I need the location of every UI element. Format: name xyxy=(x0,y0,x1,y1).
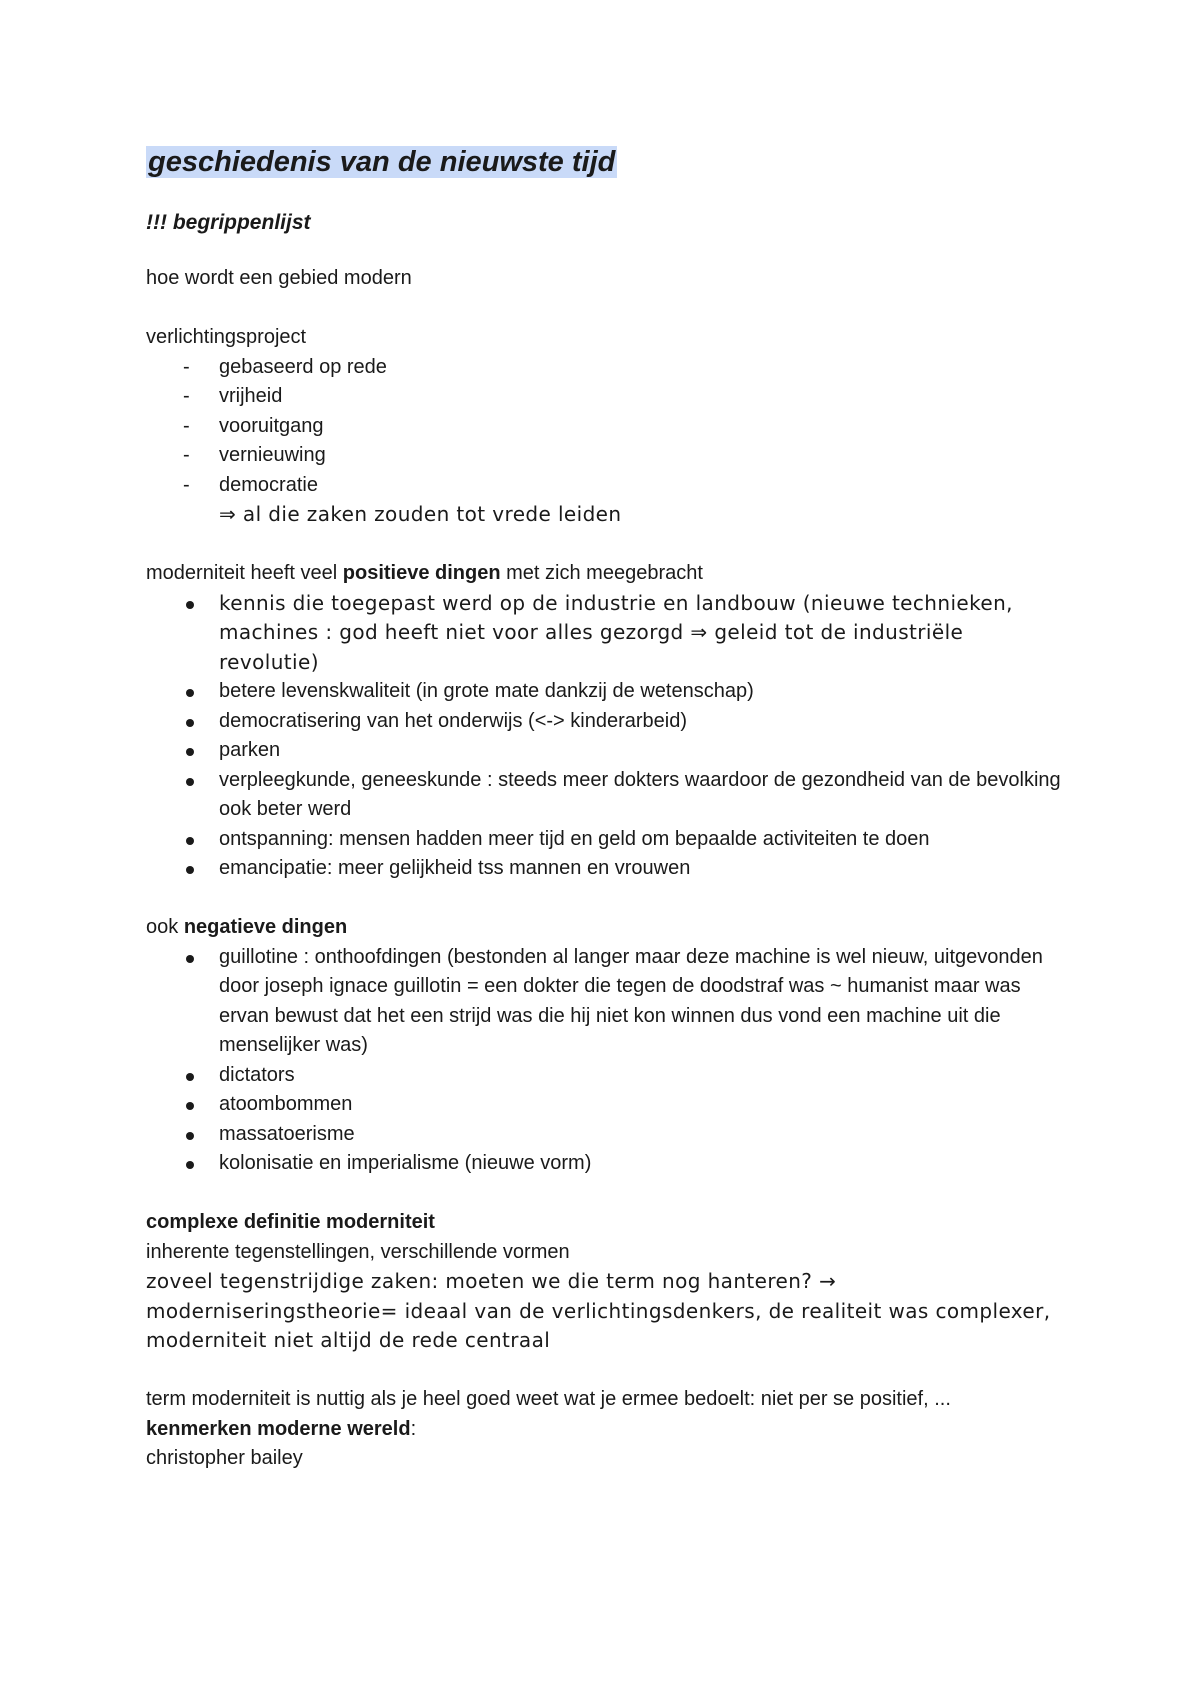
complex-heading: complexe definitie moderniteit xyxy=(146,1211,435,1233)
kenmerken-heading: kenmerken moderne wereld: xyxy=(146,1417,417,1440)
positive-lead: moderniteit heeft veel positieve dingen met zich meegebracht xyxy=(146,562,703,584)
document-subtitle: !!! begrippenlijst xyxy=(146,211,311,234)
list-item: - vernieuwing xyxy=(183,444,326,466)
complex-line-1: inherente tegenstellingen, verschillende vormen xyxy=(146,1240,570,1263)
list-item: atoombommen xyxy=(146,1090,1066,1120)
positive-list xyxy=(146,589,1066,884)
list-item: - gebaseerd op rede xyxy=(183,355,387,378)
verlichting-conclusion: ⇒ al die zaken zouden tot vrede leiden xyxy=(219,502,622,526)
list-item: guillotine : onthoofdingen (bestonden al langer maar deze machine is wel nieuw, uitgevonden door joseph ignace guillotin = een dokter die tegen de doodstraf was ~ humanist maar was ervan bewust dat het een strijd was die hij niet kon winnen dus vond een machine uit die menselijker was) xyxy=(146,943,1066,1061)
closing-line-1: term moderniteit is nuttig als je heel goed weet wat je ermee bedoelt: niet per se positief, ... xyxy=(146,1388,951,1410)
list-item: - vooruitgang xyxy=(183,414,324,437)
list-item: kennis die toegepast werd op de industrie en landbouw (nieuwe technieken, machines : god heeft niet voor alles gezorgd ⇒ geleid tot de industriële revolutie) xyxy=(146,589,1066,678)
list-item: kolonisatie en imperialisme (nieuwe vorm) xyxy=(146,1149,1066,1179)
author-line: christopher bailey xyxy=(146,1447,303,1469)
verlichting-list xyxy=(146,353,1066,501)
verlichting-heading: verlichtingsproject xyxy=(146,326,307,348)
list-item: massatoerisme xyxy=(146,1120,1066,1150)
complex-line-2: zoveel tegenstrijdige zaken: moeten we die term nog hanteren? → moderniseringstheorie= ideaal van de verlichtingsdenkers, de realiteit was complexer, moderniteit niet altijd de rede centraal xyxy=(146,1269,1051,1352)
list-item: - vrijheid xyxy=(183,385,283,407)
list-item: verpleegkunde, geneeskunde : steeds meer dokters waardoor de gezondheid van de bevolking ook beter werd xyxy=(146,766,1066,825)
intro-line: hoe wordt een gebied modern xyxy=(146,267,412,289)
negative-list xyxy=(146,943,1066,1179)
list-item: emancipatie: meer gelijkheid tss mannen en vrouwen xyxy=(146,854,1066,884)
list-item: democratisering van het onderwijs (<-> kinderarbeid) xyxy=(146,707,1066,737)
document-body xyxy=(146,140,1066,1474)
document-title: geschiedenis van de nieuwste tijd xyxy=(148,146,616,178)
list-item: dictators xyxy=(146,1061,1066,1091)
list-item: parken xyxy=(146,736,1066,766)
list-item: ontspanning: mensen hadden meer tijd en geld om bepaalde activiteiten te doen xyxy=(146,825,1066,855)
list-item: - democratie xyxy=(183,473,318,496)
negative-lead: ook negatieve dingen xyxy=(146,916,348,938)
list-item: betere levenskwaliteit (in grote mate dankzij de wetenschap) xyxy=(146,677,1066,707)
